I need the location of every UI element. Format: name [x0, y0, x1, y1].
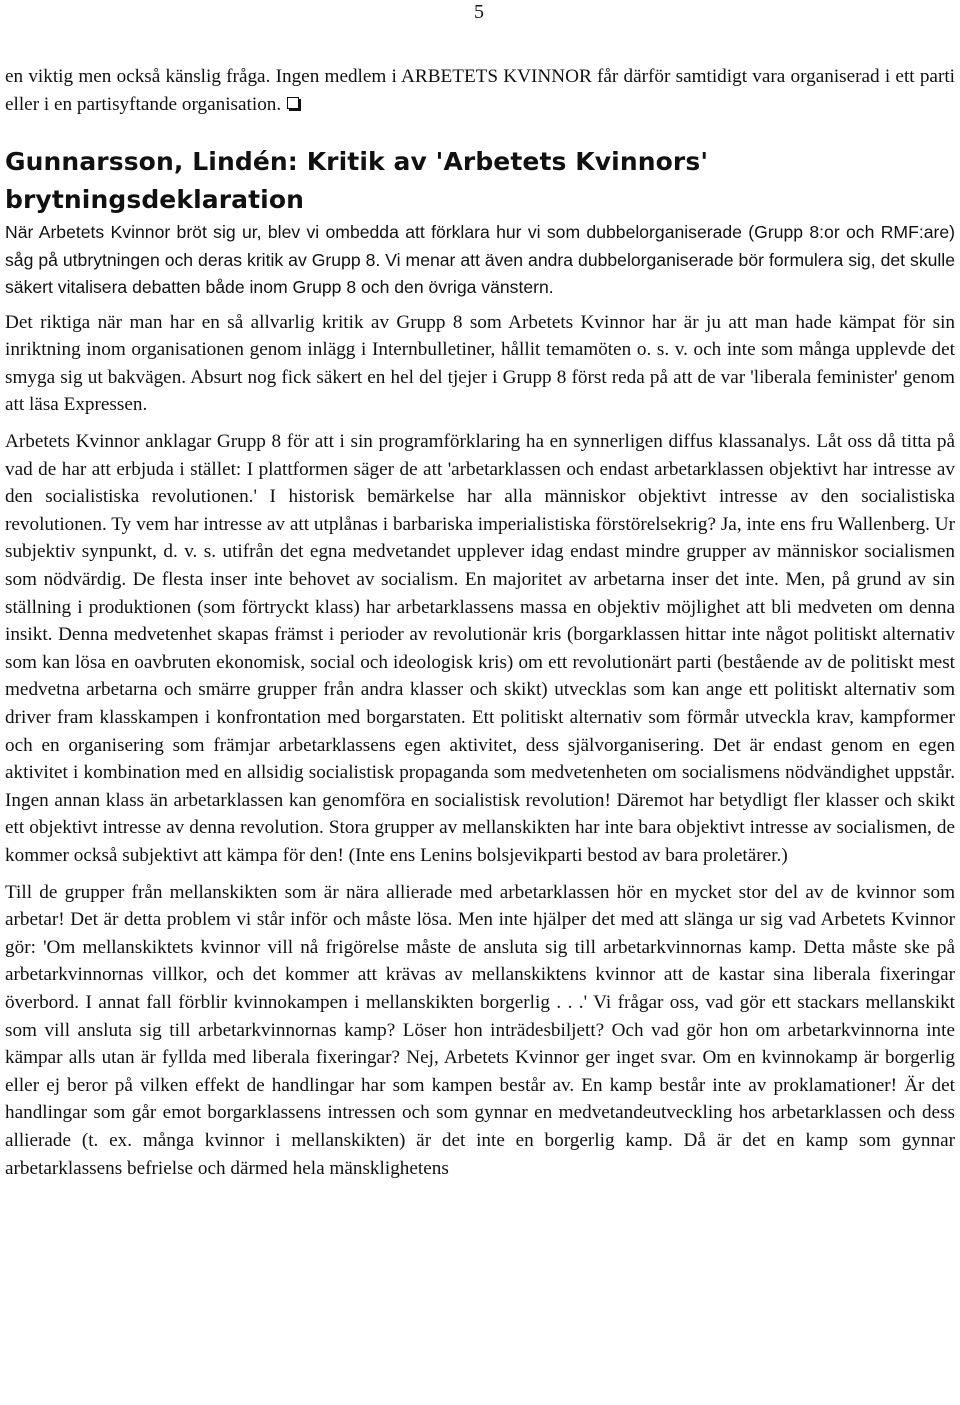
page-number: 5	[474, 1, 484, 23]
document-body	[5, 63, 955, 1182]
paragraph-4: Till de grupper från mellanskikten som är nära allierade med arbetarklassen hör en mycket stor del av de kvinnor som arbetar! Det är detta problem vi står inför och måste lösa. Men inte hjälper det med att slänga ur sig vad Arbetets Kvinnor gör: 'Om mellanskiktets kvinnor vill nå frigörelse måste de ansluta sig till arbetarkvinnornas kamp. Detta måste ske på arbetarkvinnornas villkor, och det kommer att krävas av mellanskiktens kvinnor att de kastar sina liberala fixeringar överbord. I annat fall förblir kvinnokampen i mellanskikten borgerlig . . .' Vi frågar oss, vad gör ett stackars mellanskikt som vill ansluta sig till arbetarkvinnornas kamp? Löser hon inträdesbiljett? Och vad gör hon om arbetarkvinnorna inte kämpar alls utan är fyllda med liberala fixeringar? Nej, Arbetets Kvinnor ger inget svar. Om en kvinnokamp är borgerlig eller ej beror på vilken effekt de handlingar har som kampen består av. En kamp består inte av proklamationer! Är det handlingar som går emot borgarklassens intressen och som gynnar en medvetandeutveckling hos arbetarklassen och dess allierade (t. ex. många kvinnor i mellanskikten) är det inte en borgerlig kamp. Då är det en kamp som gynnar arbetarklassens befrielse och därmed hela mänsklighetens	[5, 881, 955, 1179]
article-heading: Gunnarsson, Lindén: Kritik av 'Arbetets Kvinnors' brytningsdeklaration	[5, 147, 709, 215]
paragraph-1: När Arbetets Kvinnor bröt sig ur, blev vi ombedda att förklara hur vi som dubbelorganiserade (Grupp 8:or och RMF:are) såg på utbrytningen och deras kritik av Grupp 8. Vi menar att även andra dubbelorganiserade bör formulera sig, det skulle säkert vitalisera debatten både inom Grupp 8 och den övriga vänstern.	[5, 222, 955, 298]
intro-text: en viktig men också känslig fråga. Ingen medlem i ARBETETS KVINNOR får därför samtidigt vara organiserad i ett parti eller i en partisyftande organisation.	[5, 66, 955, 115]
paragraph-2: Det riktiga när man har en så allvarlig kritik av Grupp 8 som Arbetets Kvinnor har är ju att man hade kämpat för sin inriktning inom organisationen genom inlägg i Internbulletiner, hållit temamöten o. s. v. och inte som många upplevde det smyga sig ut bakvägen. Absurt nog fick säkert en hel del tjejer i Grupp 8 först reda på att de var 'liberala feminister' genom att läsa Expressen.	[5, 311, 955, 416]
checkbox-icon	[287, 97, 299, 109]
paragraph-3: Arbetets Kvinnor anklagar Grupp 8 för att i sin programförklaring ha en synnerligen diffus klassanalys. Låt oss då titta på vad de har att erbjuda i stället: I plattformen säger de att 'arbetarklassen och endast arbetarklassen objektivt har intresse av den socialistiska revolutionen.' I historisk bemärkelse har alla människor objektivt intresse av den socialistiska revolutionen. Ty vem har intresse av att utplånas i barbariska imperialistiska förstörelsekrig? Ja, inte ens fru Wallenberg. Ur subjektiv synpunkt, d. v. s. utifrån det egna medvetandet upplever idag endast mindre grupper av människor socialismen som nödvärdig. De flesta inser inte behovet av socialism. En majoritet av arbetarna inser det inte. Men, på grund av sin ställning i produktionen (som förtryckt klass) har arbetarklassens massa en objektiv möjlighet att bli medveten om denna insikt. Denna medvetenhet skapas främst i perioder av revolutionär kris (borgarklassen hittar inte något politiskt alternativ som kan lösa en oavbruten ekonomisk, social och ideologisk kris) om ett revolutionärt parti (bestående av de politiskt mest medvetna arbetarna och smärre grupper från andra klasser och skikt) utvecklas som kan ange ett politiskt alternativ som driver fram klasskampen i konfrontation med borgarstaten. Ett politiskt alternativ som förmår utveckla krav, kampformer och en organisering som främjar arbetarklassens egen aktivitet, dess självorganisering. Det är endast genom en egen aktivitet i kombination med en allsidig socialistisk propaganda som medvetenheten om socialismens nödvändighet uppstår. Ingen annan klass än arbetarklassen kan genomföra en socialistisk revolution! Däremot har betydligt fler klasser och skikt ett objektivt intresse av denna revolution. Stora grupper av mellanskikten har inte bara objektivt intresse av socialismen, de kommer också subjektivt att kämpa för den! (Inte ens Lenins bolsjevikparti bestod av bara proletärer.)	[5, 431, 955, 866]
intro-paragraph	[5, 63, 955, 118]
